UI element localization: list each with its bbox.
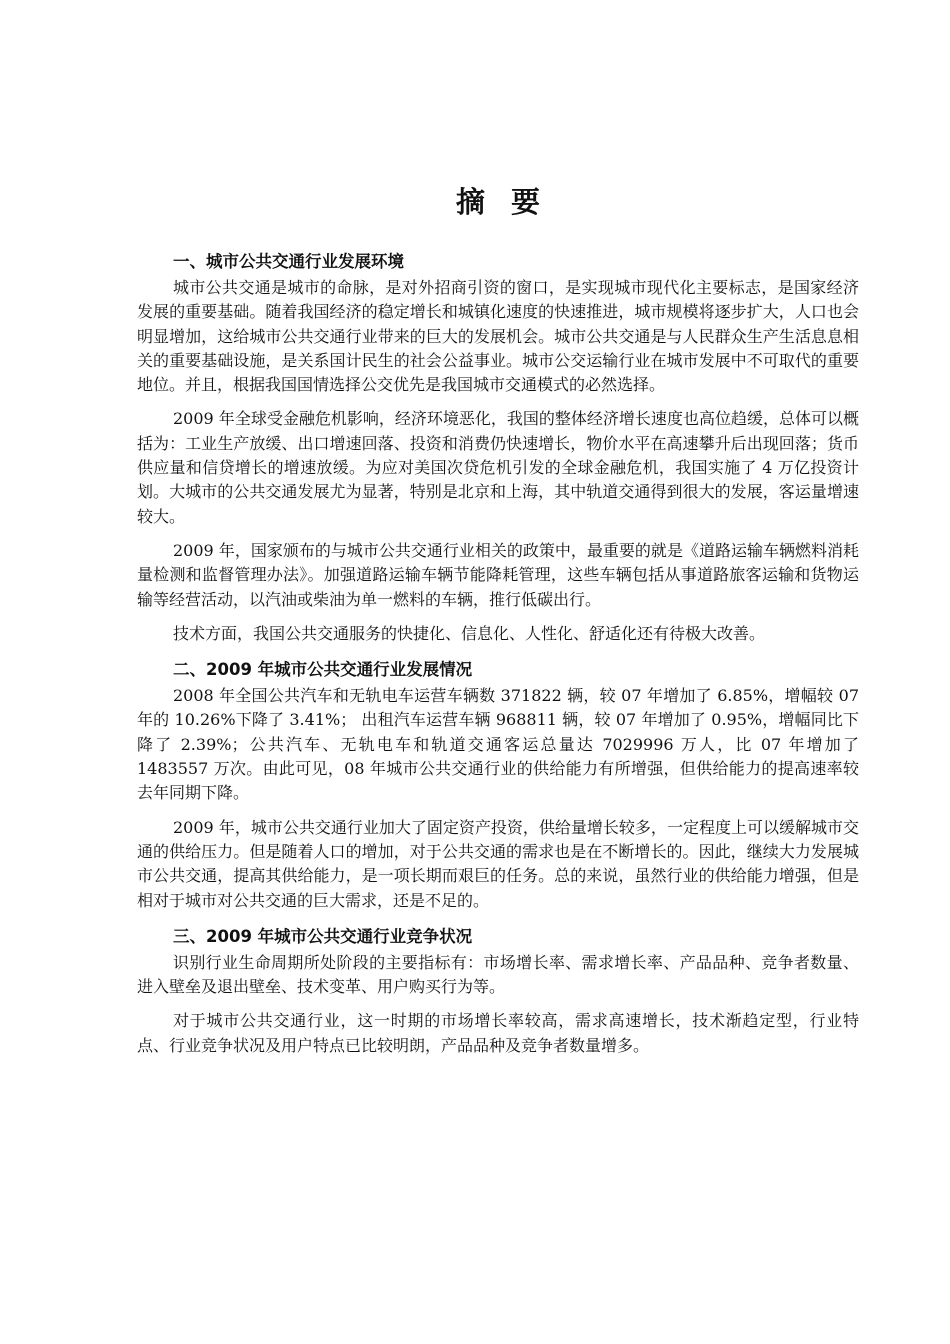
title-char-2: 要 (511, 185, 541, 219)
section-3 (137, 923, 859, 1058)
paragraph: 技术方面，我国公共交通服务的快捷化、信息化、人性化、舒适化还有待极大改善。 (173, 623, 766, 643)
page-title (137, 182, 859, 222)
section-1 (137, 248, 859, 646)
paragraph: 2009 年，城市公共交通行业加大了固定资产投资，供给量增长较多，一定程度上可以缓解城市交通的供给压力。但是随着人口的增加，对于公共交通的需求也是在不断增长的。因此，继续大力发展城市公共交通，提高其供给能力，是一项长期而艰巨的任务。总的来说，虽然行业的供给能力增强，但是相对于城市对公共交通的巨大需求，还是不足的。 (137, 817, 859, 910)
section-heading: 三、2009 年城市公共交通行业竞争状况 (173, 926, 473, 946)
paragraph: 2009 年全球受金融危机影响，经济环境恶化，我国的整体经济增长速度也高位趋缓，总体可以概括为：工业生产放缓、出口增速回落、投资和消费仍快速增长，物价水平在高速攀升后出现回落；货币供应量和信贷增长的增速放缓。为应对美国次贷危机引发的全球金融危机，我国实施了 4 万亿投资计划。大城市的公共交通发展尤为显著，特别是北京和上海，其中轨道交通得到很大的发展，客运量增速较大。 (137, 409, 859, 526)
paragraph: 2009 年，国家颁布的与城市公共交通行业相关的政策中，最重要的就是《道路运输车辆燃料消耗量检测和监督管理办法》。加强道路运输车辆节能降耗管理，这些车辆包括从事道路旅客运输和货物运输等经营活动，以汽油或柴油为单一燃料的车辆，推行低碳出行。 (137, 540, 859, 609)
paragraph: 识别行业生命周期所处阶段的主要指标有：市场增长率、需求增长率、产品品种、竞争者数量、进入壁垒及退出壁垒、技术变革、用户购买行为等。 (137, 952, 859, 997)
section-heading: 一、城市公共交通行业发展环境 (173, 252, 404, 271)
paragraph: 对于城市公共交通行业，这一时期的市场增长率较高，需求高速增长，技术渐趋定型，行业特点、行业竞争状况及用户特点已比较明朗，产品品种及竞争者数量增多。 (137, 1011, 859, 1055)
paragraph: 2008 年全国公共汽车和无轨电车运营车辆数 371822 辆，较 07 年增加了 6.85%，增幅较 07 年的 10.26%下降了 3.41%； 出租汽车运营车辆 968811 辆，较 07 年增加了 0.95%，增幅同比下降了 2.39%；公共汽车、无轨电车和轨道交通客运总量达 7029996 万人，比 07 年增加了 1483557 万次。由此可见，08 年城市公共交通行业的供给能力有所增强，但供给能力的提高速率较去年同期下降。 (137, 686, 859, 803)
paragraph: 城市公共交通是城市的命脉，是对外招商引资的窗口，是实现城市现代化主要标志，是国家经济发展的重要基础。随着我国经济的稳定增长和城镇化速度的快速推进，城市规模将逐步扩大，人口也会明显增加，这给城市公共交通行业带来的巨大的发展机会。城市公共交通是与人民群众生产生活息息相关的重要基础设施，是关系国计民生的社会公益事业。城市公交运输行业在城市发展中不可取代的重要地位。并且，根据我国国情选择公交优先是我国城市交通模式的必然选择。 (137, 278, 859, 395)
title-char-1: 摘 (455, 185, 485, 219)
section-heading: 二、2009 年城市公共交通行业发展情况 (173, 660, 473, 680)
document-body (137, 248, 859, 1058)
section-2 (137, 656, 859, 913)
